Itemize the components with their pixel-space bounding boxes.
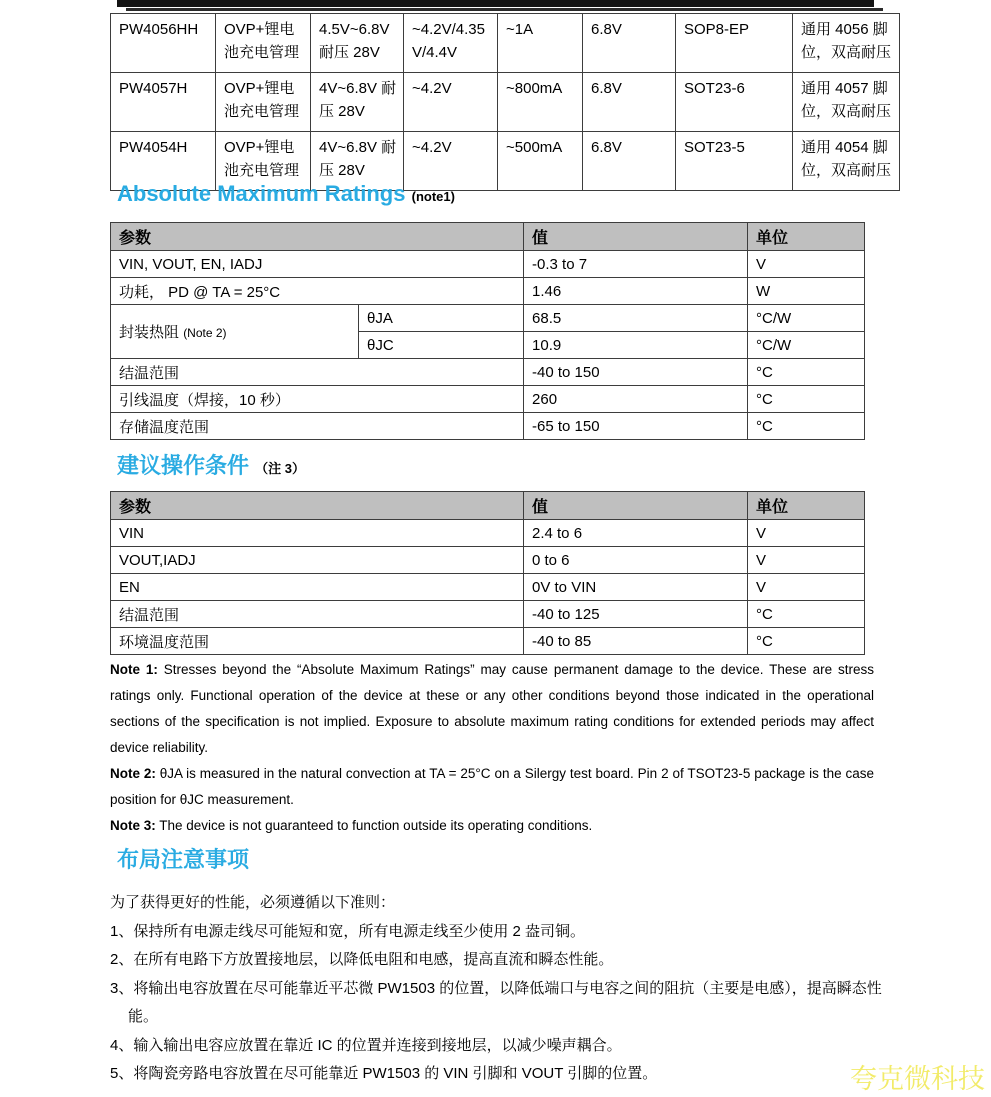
note-paragraph [110,813,874,839]
table-cell: ~4.2V [404,132,498,191]
note-label: Note 2: [110,766,156,781]
note-label: Note 1: [110,662,158,677]
value-cell: 0V to VIN [524,574,748,601]
column-header: 参数 [111,492,524,520]
param-label: 封装热阻 [119,324,180,341]
param-cell: 结温范围 [111,601,524,628]
unit-cell: °C [748,386,865,413]
table-cell: 通用 4057 脚位，双高耐压 [793,73,900,132]
top-rule-thin [126,8,883,11]
table-cell: PW4054H [111,132,216,191]
table-cell: ~800mA [498,73,583,132]
value-cell: 68.5 [524,305,748,332]
layout-guideline-item: 4、输入输出电容应放置在靠近 IC 的位置并连接到接地层，以减少噪声耦合。 [110,1036,622,1054]
table-cell: OVP+锂电池充电管理 [216,73,311,132]
absolute-maximum-ratings-table [110,222,865,440]
table-cell: 通用 4054 脚位，双高耐压 [793,132,900,191]
table-cell: ~1A [498,14,583,73]
value-cell: 1.46 [524,278,748,305]
subparam-cell: θJA [359,305,524,332]
table-cell: 6.8V [583,14,676,73]
layout-guideline-item: 2、在所有电路下方放置接地层，以降低电阻和电感，提高直流和瞬态性能。 [110,951,614,968]
table-cell: 4V~6.8V 耐压 28V [311,132,404,191]
unit-cell: W [748,278,865,305]
value-cell: 260 [524,386,748,413]
table-row [111,413,865,440]
param-cell: 引线温度（焊接，10 秒） [111,386,524,413]
subparam-cell: θJC [359,332,524,359]
section-heading-absolute-maximum-ratings [117,181,455,207]
layout-guidelines-block [110,889,896,1089]
note-text: The device is not guaranteed to function outside its operating conditions. [155,818,593,833]
table-cell: SOT23-6 [676,73,793,132]
table-cell: PW4057H [111,73,216,132]
table-row [111,14,900,73]
table-cell: 4V~6.8V 耐压 28V [311,73,404,132]
note-text: θJA is measured in the natural convection at TA = 25°C on a Silergy test board. Pin 2 of TSOT23-5 package is the case position for θJC measurement. [110,766,874,807]
column-header: 值 [524,223,748,251]
param-cell: VIN [111,520,524,547]
column-header: 单位 [748,492,865,520]
table-row [111,520,865,547]
section-heading-recommended-operating-conditions [117,449,305,480]
table-cell: SOP8-EP [676,14,793,73]
unit-cell: V [748,574,865,601]
recommended-operating-conditions-table [110,491,865,655]
value-cell: 2.4 to 6 [524,520,748,547]
unit-cell: °C/W [748,332,865,359]
heading-note-ref: （注 3） [255,461,305,476]
table-row [111,73,900,132]
layout-guideline-item: 3、将输出电容放置在尽可能靠近平芯微 PW1503 的位置，以降低端口与电容之间的阻抗（主要是电感），提高瞬态性能。 [110,979,882,1025]
table-cell: ~4.2V [404,73,498,132]
notes-block [110,657,874,839]
value-cell: -0.3 to 7 [524,251,748,278]
table-cell: PW4056HH [111,14,216,73]
column-header: 单位 [748,223,865,251]
table-cell: OVP+锂电池充电管理 [216,132,311,191]
table-header-row [111,492,865,520]
heading-title: 布局注意事项 [117,847,250,872]
unit-cell: V [748,251,865,278]
value-cell: 10.9 [524,332,748,359]
param-cell [111,305,359,359]
table-cell: 通用 4056 脚位，双高耐压 [793,14,900,73]
unit-cell: °C/W [748,305,865,332]
note-paragraph [110,761,874,813]
table-row [111,359,865,386]
param-cell: 存储温度范围 [111,413,524,440]
table-row [111,574,865,601]
product-selection-table [110,13,900,191]
column-header: 值 [524,492,748,520]
table-row [111,628,865,655]
unit-cell: °C [748,413,865,440]
table-row [111,601,865,628]
table-row [111,386,865,413]
unit-cell: °C [748,359,865,386]
note-text: Stresses beyond the “Absolute Maximum Ratings” may cause permanent damage to the device. These are stress ratings only. Functional operation of the device at these or any other conditions beyond those indicated in the operational sections of the specification is not implied. Exposure to absolute maximum rating conditions for extended periods may affect device reliability. [110,662,874,755]
value-cell: -65 to 150 [524,413,748,440]
param-cell: 结温范围 [111,359,524,386]
table-cell: SOT23-5 [676,132,793,191]
unit-cell: °C [748,601,865,628]
table-cell: ~4.2V/4.35V/4.4V [404,14,498,73]
note-label: Note 3: [110,818,156,833]
unit-cell: V [748,520,865,547]
table-cell: ~500mA [498,132,583,191]
param-cell: EN [111,574,524,601]
table-cell: OVP+锂电池充电管理 [216,14,311,73]
param-cell: 环境温度范围 [111,628,524,655]
layout-guideline-item: 5、将陶瓷旁路电容放置在尽可能靠近 PW1503 的 VIN 引脚和 VOUT 引脚的位置。 [110,1065,658,1082]
table-row [111,305,865,332]
layout-guideline-item: 1、保持所有电源走线尽可能短和宽，所有电源走线至少使用 2 盎司铜。 [110,922,586,940]
table-row [111,547,865,574]
layout-intro: 为了获得更好的性能，必须遵循以下准则： [110,894,396,911]
heading-note-ref: (note1) [411,189,455,204]
table-cell: 6.8V [583,73,676,132]
heading-title: 建议操作条件 [117,453,250,478]
column-header: 参数 [111,223,524,251]
heading-title: Absolute Maximum Ratings [117,181,406,206]
table-cell: 4.5V~6.8V 耐压 28V [311,14,404,73]
param-cell: VOUT,IADJ [111,547,524,574]
value-cell: -40 to 125 [524,601,748,628]
value-cell: 0 to 6 [524,547,748,574]
value-cell: -40 to 150 [524,359,748,386]
param-cell: VIN, VOUT, EN, IADJ [111,251,524,278]
top-rule-thick [117,0,874,7]
table-row [111,251,865,278]
value-cell: -40 to 85 [524,628,748,655]
table-row [111,278,865,305]
table-cell: 6.8V [583,132,676,191]
param-cell: 功耗， PD @ TA = 25°C [111,278,524,305]
table-header-row [111,223,865,251]
section-heading-layout-considerations [117,843,249,874]
unit-cell: °C [748,628,865,655]
unit-cell: V [748,547,865,574]
watermark: 夸克微科技 [850,1064,985,1094]
param-note-ref: (Note 2) [183,326,227,340]
note-paragraph [110,657,874,761]
